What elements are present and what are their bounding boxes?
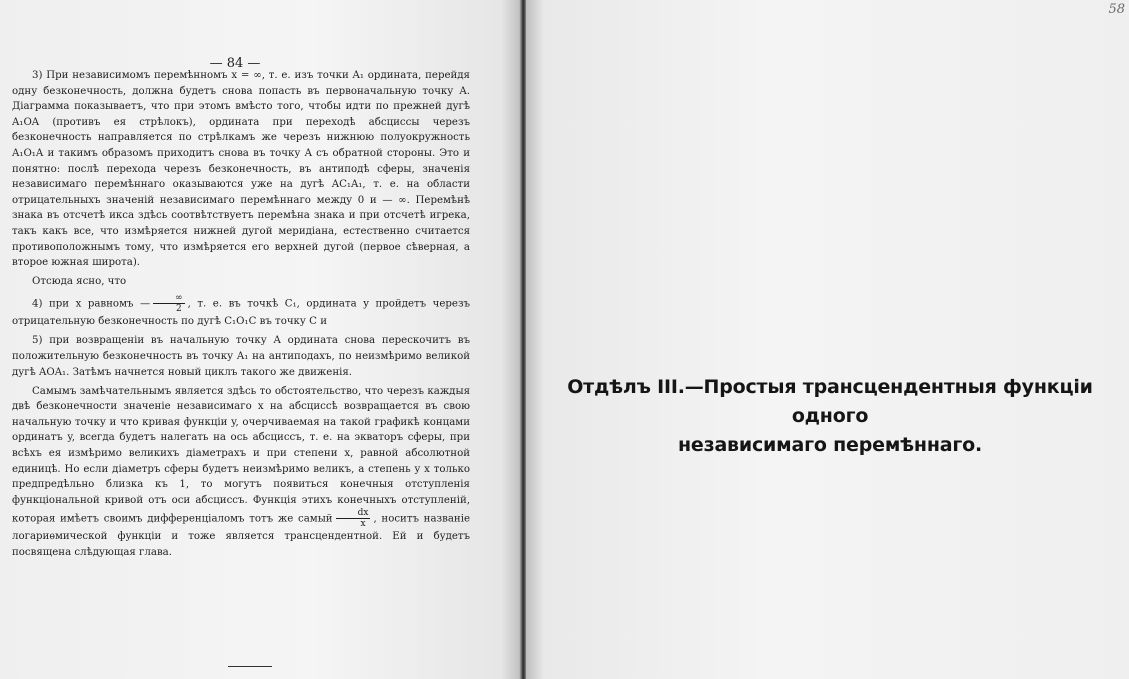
paragraph-item-5: 5) при возвращеніи въ начальную точку A ордината снова перескочитъ въ положительную безконечность въ точку A₁ на антиподахъ, по неизмѣримо великой дугѣ AOA₁. Затѣмъ начнется новый циклъ такого же движенія.	[12, 335, 470, 378]
handwritten-page-mark: 58	[1108, 2, 1125, 17]
body-text	[12, 68, 470, 564]
fraction-denominator: 2	[176, 304, 182, 315]
paragraph-item-3: 3) При независимомъ перемѣнномъ x = ∞, т. е. изъ точки A₁ ордината, перейдя одну безконечность, должна будетъ снова попасть въ первоначальную точку A. Діаграмма показываетъ, что при этомъ вмѣсто того, чтобы идти по прежней дугѣ A₁OA (противъ ея стрѣлокъ), ордината при переходѣ абсциссы черезъ безконечность направляется по стрѣлкамъ же черезъ нижнюю полуокружность A₁O₁A и такимъ образомъ приходитъ снова въ точку A съ обратной стороны. Это и понятно: послѣ перехода черезъ безконечность, въ антиподѣ сферы, значенія независимаго перемѣннаго оказываются уже на дугѣ AC₁A₁, т. е. на области отрицательныхъ значеній независимаго перемѣннаго между 0 и — ∞. Перемѣнѣ знака въ отсчетѣ икса здѣсь соотвѣтствуетъ перемѣна знака и при отсчетѣ игрека, такъ какъ все, что измѣряется нижней дугой меридіана, естественно считается противоположнымъ тому, что измѣряется его верхней дугой (первое сѣверная, а второе южная широта).	[12, 70, 470, 269]
item4-text-pre: 4) при x равномъ —	[32, 298, 151, 310]
section-heading	[560, 373, 1100, 460]
item4-text-post: , т. е. въ точкѣ C₁, ордината y пройдетъ черезъ отрицательную безконечность по дугѣ C₁O₁C въ точку C и	[12, 298, 470, 328]
heading-line-2: независимаго перемѣннаго.	[677, 434, 983, 456]
dx-over-x-fraction	[336, 508, 371, 529]
infinity-over-two-fraction	[153, 293, 185, 314]
right-page	[526, 0, 1129, 679]
footer-rule	[228, 666, 272, 667]
paragraph-closing	[12, 384, 470, 561]
closing-text-post: , носитъ названіе логариѳмической функціи и тоже является трансцендентной. Ей и будетъ посвящена слѣдующая глава.	[12, 513, 470, 559]
heading-line-1: Отдѣлъ III.—Простыя трансцендентныя функціи одного	[567, 376, 1093, 427]
paragraph-item-4	[12, 293, 470, 330]
closing-text-pre: Самымъ замѣчательнымъ является здѣсь то обстоятельство, что черезъ каждыя двѣ безконечности значеніе независимаго x на абсциссѣ возвращается въ свою начальную точку и что кривая функціи y, очерчиваемая на такой графикѣ концами ординатъ y, всегда будетъ налегать на ось абсциссъ, т. е. на экваторъ сферы, при всѣхъ ея измѣримо великихъ діаметрахъ и при степени x, равной абсолютной единицѣ. Но если діаметръ сферы будетъ неизмѣримо великъ, а степень y x только предпредѣльно близка къ 1, то могутъ появиться конечныя отступленія функціональной кривой отъ оси абсциссъ. Функція этихъ конечныхъ отступленій, которая имѣетъ своимъ дифференціаломъ тотъ же самый	[12, 385, 470, 525]
paragraph-hence: Отсюда ясно, что	[32, 276, 127, 288]
page-number: — 84 —	[209, 56, 261, 71]
left-page	[0, 0, 522, 679]
fraction-denominator: x	[360, 519, 366, 530]
fraction-numerator: dx	[336, 508, 371, 519]
fraction-numerator: ∞	[153, 293, 185, 304]
